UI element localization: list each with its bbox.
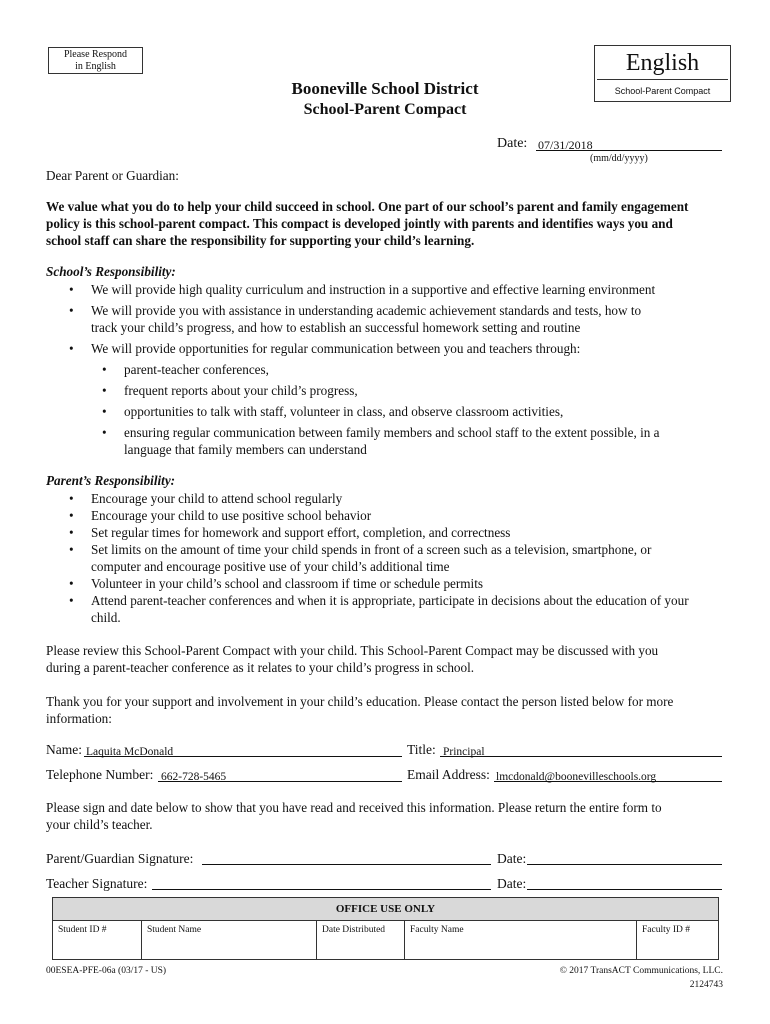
respond-line-2: in English <box>75 61 116 72</box>
phone-label: Telephone Number: <box>46 767 154 782</box>
title-label: Title: <box>407 742 436 757</box>
school-responsibility-heading: School’s Responsibility: <box>46 264 176 279</box>
form-code: 00ESEA-PFE-06a (03/17 - US) <box>46 966 167 976</box>
parent-bullet-6: • Attend parent-teacher conferences and when it is appropriate, participate in decisions about the education of your <box>69 593 689 608</box>
review-line-2: during a parent-teacher conference as it relates to your child’s progress in school. <box>46 660 475 675</box>
respond-language-box <box>48 47 143 74</box>
school-sub-bullet-4: • ensuring regular communication between family members and school staff to the extent possible, in a <box>102 425 660 440</box>
bullet-icon: • <box>102 425 107 440</box>
teacher-signature-field[interactable] <box>152 889 491 890</box>
parent-bullet-6-cont: child. <box>91 610 121 625</box>
school-sub-bullet-3: • opportunities to talk with staff, volunteer in class, and observe classroom activities, <box>102 404 564 419</box>
school-sub-bullet-1: • parent-teacher conferences, <box>102 362 269 377</box>
bullet-icon: • <box>69 491 74 506</box>
intro-line-1: We value what you do to help your child succeed in school. One part of our school’s parent and family engagement <box>46 199 689 214</box>
parent-bullet-4: • Set limits on the amount of time your child spends in front of a screen such as a television, smartphone, or <box>69 542 652 557</box>
office-col-faculty-id: Faculty ID # <box>642 925 691 935</box>
greeting: Dear Parent or Guardian: <box>46 168 179 183</box>
teacher-signature-label: Teacher Signature: <box>46 876 148 891</box>
school-bullet-1: • We will provide high quality curriculum and instruction in a supportive and effective learning environment <box>69 282 656 297</box>
sign-instructions-line-2: your child’s teacher. <box>46 817 153 832</box>
school-sub-bullet-2: • frequent reports about your child’s progress, <box>102 383 358 398</box>
respond-line-1: Please Respond <box>63 49 128 60</box>
thanks-line-2: information: <box>46 711 112 726</box>
date-value: 07/31/2018 <box>538 138 593 152</box>
office-col-faculty-name: Faculty Name <box>405 921 637 960</box>
name-value: Laquita McDonald <box>86 746 174 758</box>
email-value: lmcdonald@boonevilleschools.org <box>496 771 657 783</box>
parent-signature-label: Parent/Guardian Signature: <box>46 851 194 866</box>
office-use-heading: OFFICE USE ONLY <box>53 898 718 921</box>
document-number: 2124743 <box>689 980 723 990</box>
intro-line-2: policy is this school-parent compact. This compact is developed jointly with parents and identifies ways you and <box>46 216 673 231</box>
teacher-date-field[interactable] <box>527 889 722 890</box>
school-sub-bullet-4-cont: language that family members can understand <box>124 442 367 457</box>
parent-bullet-1: • Encourage your child to attend school regularly <box>69 491 343 506</box>
office-use-table <box>52 897 719 960</box>
school-bullet-2-cont: track your child’s progress, and how to establish an successful homework setting and routine <box>91 320 581 335</box>
parent-bullet-2: • Encourage your child to use positive school behavior <box>69 508 372 523</box>
office-col-student-id: Student ID # <box>53 921 142 960</box>
bullet-icon: • <box>102 362 107 377</box>
school-bullet-3: • We will provide opportunities for regular communication between you and teachers through: <box>69 341 581 356</box>
bullet-icon: • <box>69 341 74 356</box>
date-label: Date: <box>497 136 528 151</box>
district-title: Booneville School District <box>291 79 479 98</box>
parent-date-label: Date: <box>497 851 527 866</box>
parent-bullet-4-cont: computer and encourage positive use of your child’s additional time <box>91 559 450 574</box>
bullet-icon: • <box>69 508 74 523</box>
email-label: Email Address: <box>407 767 490 782</box>
bullet-icon: • <box>102 383 107 398</box>
copyright: © 2017 TransACT Communications, LLC. <box>559 966 723 976</box>
parent-bullet-3: • Set regular times for homework and support effort, completion, and correctness <box>69 525 511 540</box>
language-subtitle: School-Parent Compact <box>614 86 711 96</box>
bullet-icon: • <box>69 542 74 557</box>
bullet-icon: • <box>69 576 74 591</box>
language-title: English <box>625 50 700 76</box>
bullet-icon: • <box>69 593 74 608</box>
parent-bullet-5: • Volunteer in your child’s school and classroom if time or schedule permits <box>69 576 484 591</box>
bullet-icon: • <box>102 404 107 419</box>
teacher-date-label: Date: <box>497 876 527 891</box>
bullet-icon: • <box>69 303 74 318</box>
parent-date-field[interactable] <box>527 864 722 865</box>
bullet-icon: • <box>69 525 74 540</box>
phone-value: 662-728-5465 <box>161 771 227 783</box>
sign-instructions-line-1: Please sign and date below to show that you have read and received this information. Please return the entire form to <box>46 800 662 815</box>
school-bullet-2: • We will provide you with assistance in understanding academic achievement standards and tests, how to <box>69 303 642 318</box>
review-line-1: Please review this School-Parent Compact with your child. This School-Parent Compact may be discussed with you <box>46 643 659 658</box>
parent-responsibility-heading: Parent’s Responsibility: <box>46 473 176 488</box>
form-title: School-Parent Compact <box>303 101 467 118</box>
parent-signature-field[interactable] <box>202 864 491 865</box>
office-col-date-distributed: Date Distributed <box>317 921 405 960</box>
title-value: Principal <box>443 746 485 758</box>
date-format-hint: (mm/dd/yyyy) <box>590 153 648 164</box>
name-label: Name: <box>46 742 82 757</box>
office-col-student-name: Student Name <box>142 921 317 960</box>
bullet-icon: • <box>69 282 74 297</box>
intro-line-3: school staff can share the responsibility for supporting your child’s learning. <box>46 233 475 248</box>
thanks-line-1: Thank you for your support and involvement in your child’s education. Please contact the person listed below for more <box>46 694 674 709</box>
